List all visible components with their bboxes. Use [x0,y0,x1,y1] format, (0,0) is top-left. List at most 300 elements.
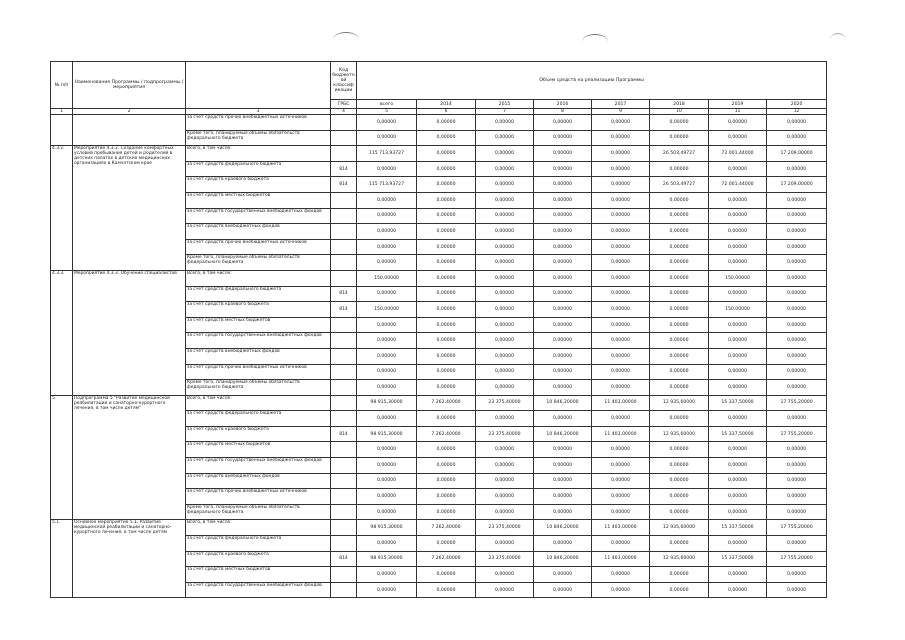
amount-year: 0,00000 [709,348,767,364]
amount-total: 0,00000 [357,536,417,552]
grbs-code: 814 [331,426,357,442]
grbs-code [331,520,357,536]
amount-year: 0,00000 [476,504,534,520]
amount-year: 0,00000 [476,302,534,318]
grbs-code [331,192,357,208]
amount-year: 0,00000 [476,224,534,240]
funding-source: Кроме того, планируемые объемы обязательств федерального бюджета [186,504,331,520]
amount-year: 0,00000 [709,504,767,520]
amount-year: 0,00000 [476,536,534,552]
header-year: 2019 [709,100,767,109]
amount-total: 115 713,93727 [357,146,417,162]
amount-year: 0,00000 [534,348,592,364]
funding-source: за счет средств местных бюджетов [186,192,331,208]
amount-year: 0,00000 [650,348,709,364]
grbs-code [331,489,357,505]
amount-year: 15 337,50000 [709,426,767,442]
amount-year: 0,00000 [476,177,534,193]
amount-year: 10 846,20000 [534,520,592,536]
amount-year: 23 375,40000 [476,520,534,536]
header-code: Код бюджетной классификации [331,62,357,100]
amount-year: 10 846,20000 [534,395,592,411]
amount-year: 0,00000 [534,567,592,583]
amount-year: 0,00000 [767,504,827,520]
amount-year: 17 755,20000 [767,426,827,442]
amount-year: 0,00000 [650,411,709,427]
amount-year: 0,00000 [476,380,534,396]
amount-year: 0,00000 [417,473,476,489]
amount-year: 0,00000 [650,317,709,333]
amount-total: 0,00000 [357,348,417,364]
amount-year: 0,00000 [650,286,709,302]
amount-year: 0,00000 [534,192,592,208]
header-year: 2017 [592,100,650,109]
amount-year: 0,00000 [767,270,827,286]
amount-year: 0,00000 [592,239,650,255]
amount-year: 0,00000 [767,536,827,552]
amount-year: 0,00000 [709,115,767,131]
amount-year: 0,00000 [650,208,709,224]
amount-year: 0,00000 [476,411,534,427]
header-grbs: ГРБС [331,100,357,109]
column-index: 4 [331,109,357,115]
amount-year: 12 935,60000 [650,520,709,536]
amount-year: 0,00000 [767,442,827,458]
amount-year: 0,00000 [592,458,650,474]
amount-year: 0,00000 [534,458,592,474]
amount-year: 150,00000 [709,302,767,318]
amount-year: 17 209,00000 [767,177,827,193]
amount-total: 0,00000 [357,504,417,520]
amount-year: 0,00000 [709,442,767,458]
amount-year: 12 935,60000 [650,551,709,567]
amount-year: 0,00000 [709,239,767,255]
item-number: 5.1. [51,520,73,598]
amount-year: 72 001,44000 [709,177,767,193]
amount-year: 0,00000 [476,192,534,208]
funding-source: за счет средств государственных внебюджетных фондов [186,208,331,224]
amount-year: 17 755,20000 [767,395,827,411]
amount-year: 0,00000 [767,224,827,240]
punch-hole-mark [582,34,608,49]
grbs-code [331,582,357,598]
grbs-code [331,536,357,552]
amount-year: 0,00000 [476,582,534,598]
funding-source: Кроме того, планируемые объемы обязательств федерального бюджета [186,255,331,271]
amount-year: 0,00000 [709,224,767,240]
funding-source: за счет средств прочих внебюджетных источников [186,115,331,131]
column-index: 5 [357,109,417,115]
amount-year: 0,00000 [534,208,592,224]
amount-year: 0,00000 [534,115,592,131]
amount-year: 0,00000 [534,364,592,380]
amount-year: 0,00000 [767,458,827,474]
amount-year: 0,00000 [476,317,534,333]
amount-year: 0,00000 [767,333,827,349]
amount-year: 0,00000 [592,177,650,193]
funding-source: Всего, в том числе: [186,520,331,536]
grbs-code: 814 [331,177,357,193]
punch-hole-mark [333,32,359,47]
amount-year: 0,00000 [592,161,650,177]
column-index: 12 [767,109,827,115]
funding-source: за счет средств государственных внебюджетных фондов [186,333,331,349]
amount-year: 0,00000 [767,567,827,583]
amount-total: 150,00000 [357,302,417,318]
amount-year: 0,00000 [417,192,476,208]
column-index: 10 [650,109,709,115]
column-index: 3 [186,109,331,115]
amount-year: 0,00000 [767,348,827,364]
amount-year: 0,00000 [476,442,534,458]
grbs-code: 814 [331,302,357,318]
amount-year: 0,00000 [592,411,650,427]
column-index: 11 [709,109,767,115]
amount-year: 0,00000 [476,161,534,177]
grbs-code [331,224,357,240]
amount-year: 15 337,50000 [709,551,767,567]
grbs-code [331,380,357,396]
item-name [73,115,186,146]
grbs-code [331,270,357,286]
amount-year: 0,00000 [709,411,767,427]
amount-year: 11 403,00000 [592,520,650,536]
amount-year: 0,00000 [650,270,709,286]
amount-year: 0,00000 [417,270,476,286]
amount-year: 0,00000 [650,536,709,552]
table-row [51,115,827,131]
grbs-code [331,146,357,162]
amount-year: 0,00000 [534,473,592,489]
amount-year: 0,00000 [767,473,827,489]
amount-year: 0,00000 [417,239,476,255]
amount-year: 0,00000 [417,348,476,364]
amount-year: 0,00000 [767,582,827,598]
funding-source: за счет средств краевого бюджета [186,551,331,567]
funding-source: за счет средств внебюджетных фондов [186,224,331,240]
amount-year: 0,00000 [417,489,476,505]
amount-total: 0,00000 [357,224,417,240]
header-blank [186,62,331,109]
amount-year: 7 262,40000 [417,426,476,442]
item-number: 5. [51,395,73,520]
amount-year: 0,00000 [767,192,827,208]
amount-total: 98 915,30000 [357,520,417,536]
header-year: 2016 [534,100,592,109]
item-name: Основное мероприятие 5.1. Развитие медицинской реабилитации и санаторно-курортного лечения, в том числе детям [73,520,186,598]
amount-year: 0,00000 [709,536,767,552]
grbs-code [331,239,357,255]
amount-year: 0,00000 [534,224,592,240]
amount-year: 0,00000 [767,317,827,333]
amount-total: 0,00000 [357,458,417,474]
funding-source: Всего, в том числе: [186,395,331,411]
amount-year: 0,00000 [476,473,534,489]
amount-year: 0,00000 [417,504,476,520]
amount-year: 23 375,40000 [476,395,534,411]
amount-year: 7 262,40000 [417,395,476,411]
column-index: 6 [417,109,476,115]
amount-year: 0,00000 [592,364,650,380]
amount-year: 0,00000 [417,177,476,193]
amount-year: 0,00000 [534,146,592,162]
amount-total: 0,00000 [357,161,417,177]
amount-year: 0,00000 [709,473,767,489]
amount-year: 0,00000 [650,161,709,177]
amount-year: 0,00000 [417,130,476,146]
table-body [51,115,827,598]
amount-year: 23 375,40000 [476,426,534,442]
amount-year: 0,00000 [650,489,709,505]
amount-year: 0,00000 [767,411,827,427]
funding-source: Кроме того, планируемые объемы обязательств федерального бюджета [186,130,331,146]
amount-year: 0,00000 [417,161,476,177]
amount-year: 0,00000 [417,582,476,598]
amount-year: 12 935,60000 [650,395,709,411]
amount-year: 0,00000 [417,146,476,162]
amount-year: 0,00000 [534,411,592,427]
amount-year: 11 403,00000 [592,426,650,442]
amount-year: 0,00000 [534,177,592,193]
grbs-code [331,115,357,131]
amount-year: 0,00000 [650,364,709,380]
amount-year: 0,00000 [476,270,534,286]
funding-source: Всего, в том числе: [186,270,331,286]
grbs-code [331,567,357,583]
grbs-code [331,348,357,364]
amount-total: 0,00000 [357,411,417,427]
amount-year: 0,00000 [709,333,767,349]
amount-total: 150,00000 [357,270,417,286]
amount-year: 17 209,00000 [767,146,827,162]
grbs-code: 814 [331,551,357,567]
amount-total: 0,00000 [357,208,417,224]
amount-year: 0,00000 [767,255,827,271]
amount-year: 0,00000 [417,364,476,380]
funding-source: Кроме того, планируемые объемы обязательств федерального бюджета [186,380,331,396]
amount-year: 0,00000 [767,161,827,177]
amount-total: 0,00000 [357,473,417,489]
amount-total: 0,00000 [357,333,417,349]
amount-year: 7 262,40000 [417,520,476,536]
amount-year: 0,00000 [650,255,709,271]
amount-year: 10 846,20000 [534,426,592,442]
amount-year: 0,00000 [476,115,534,131]
amount-year: 7 262,40000 [417,551,476,567]
funding-source: за счет средств местных бюджетов [186,317,331,333]
funding-source: за счет средств федерального бюджета [186,411,331,427]
amount-year: 0,00000 [592,224,650,240]
amount-year: 0,00000 [767,115,827,131]
amount-year: 72 001,44000 [709,146,767,162]
grbs-code [331,442,357,458]
amount-year: 0,00000 [592,582,650,598]
amount-year: 0,00000 [650,582,709,598]
item-name: Мероприятие 4.3.3. Обучение специалистов [73,270,186,395]
amount-year: 0,00000 [650,115,709,131]
amount-year: 0,00000 [592,130,650,146]
funding-source: за счет средств государственных внебюджетных фондов [186,582,331,598]
amount-year: 0,00000 [650,442,709,458]
amount-year: 12 935,60000 [650,426,709,442]
amount-year: 0,00000 [709,567,767,583]
amount-year: 0,00000 [709,489,767,505]
amount-year: 0,00000 [767,208,827,224]
amount-year: 150,00000 [709,270,767,286]
amount-total: 0,00000 [357,255,417,271]
amount-year: 0,00000 [592,115,650,131]
amount-year: 0,00000 [417,567,476,583]
amount-year: 0,00000 [417,255,476,271]
funding-source: за счет средств прочих внебюджетных источников [186,489,331,505]
amount-year: 0,00000 [417,411,476,427]
amount-year: 0,00000 [650,302,709,318]
amount-year: 15 337,50000 [709,520,767,536]
amount-total: 0,00000 [357,364,417,380]
funding-source: за счет средств государственных внебюджетных фондов [186,458,331,474]
funding-source: за счет средств федерального бюджета [186,536,331,552]
amount-year: 0,00000 [534,333,592,349]
amount-year: 0,00000 [592,192,650,208]
amount-year: 0,00000 [534,255,592,271]
amount-year: 0,00000 [534,380,592,396]
amount-year: 0,00000 [767,302,827,318]
amount-year: 0,00000 [417,536,476,552]
funding-source: за счет средств краевого бюджета [186,302,331,318]
amount-year: 0,00000 [767,286,827,302]
funding-source: за счет средств местных бюджетов [186,442,331,458]
amount-year: 0,00000 [767,130,827,146]
grbs-code [331,255,357,271]
amount-year: 0,00000 [476,567,534,583]
header-name: Наименование Программы / подпрограммы / мероприятия [73,62,186,109]
amount-total: 0,00000 [357,567,417,583]
amount-year: 0,00000 [650,473,709,489]
amount-year: 11 403,00000 [592,551,650,567]
amount-year: 26 503,49727 [650,146,709,162]
amount-total: 0,00000 [357,286,417,302]
amount-total: 0,00000 [357,489,417,505]
grbs-code [331,317,357,333]
grbs-code [331,473,357,489]
column-index: 9 [592,109,650,115]
amount-year: 0,00000 [592,317,650,333]
amount-year: 0,00000 [476,239,534,255]
amount-year: 0,00000 [534,286,592,302]
amount-year: 0,00000 [767,380,827,396]
amount-year: 0,00000 [534,270,592,286]
grbs-code: 814 [331,286,357,302]
amount-year: 0,00000 [476,130,534,146]
amount-year: 11 403,00000 [592,395,650,411]
table-row [51,520,827,536]
funding-source: за счет средств федерального бюджета [186,161,331,177]
amount-year: 0,00000 [417,380,476,396]
column-index: 1 [51,109,73,115]
amount-year: 0,00000 [767,239,827,255]
amount-year: 0,00000 [417,333,476,349]
grbs-code [331,208,357,224]
amount-total: 0,00000 [357,130,417,146]
amount-total: 0,00000 [357,380,417,396]
amount-total: 98 915,30000 [357,395,417,411]
amount-year: 0,00000 [709,582,767,598]
amount-year: 0,00000 [534,504,592,520]
amount-year: 0,00000 [709,286,767,302]
amount-year: 0,00000 [592,473,650,489]
amount-year: 15 337,50000 [709,395,767,411]
amount-year: 0,00000 [476,458,534,474]
amount-total: 0,00000 [357,239,417,255]
amount-year: 0,00000 [417,115,476,131]
amount-year: 0,00000 [534,130,592,146]
amount-year: 0,00000 [650,224,709,240]
header-year: 2014 [417,100,476,109]
amount-total: 0,00000 [357,115,417,131]
amount-year: 0,00000 [709,208,767,224]
amount-year: 0,00000 [650,192,709,208]
amount-year: 0,00000 [592,504,650,520]
amount-year: 23 375,40000 [476,551,534,567]
table-row [51,270,827,286]
amount-year: 0,00000 [709,255,767,271]
grbs-code [331,364,357,380]
amount-year: 0,00000 [417,286,476,302]
table-header [51,62,827,115]
amount-year: 0,00000 [592,333,650,349]
item-name: Подпрограмма 5 "Развитие медицинской реабилитации и санаторно-курортного лечения, в том числе детям" [73,395,186,520]
amount-year: 0,00000 [650,458,709,474]
amount-year: 0,00000 [417,317,476,333]
grbs-code: 814 [331,161,357,177]
amount-year: 0,00000 [592,270,650,286]
amount-year: 0,00000 [476,208,534,224]
amount-year: 0,00000 [476,348,534,364]
item-name: Мероприятие 4.3.2. Создание комфортных условий пребывания детей и родителей в детских палатах в детских медицинских организациях в Камчатском крае [73,146,186,271]
amount-total: 98 915,30000 [357,426,417,442]
header-year: 2018 [650,100,709,109]
item-number: 4.3.2. [51,146,73,271]
amount-year: 0,00000 [592,348,650,364]
header-num: № п/п [51,62,73,109]
item-number [51,115,73,146]
amount-year: 0,00000 [417,458,476,474]
amount-year: 17 755,20000 [767,551,827,567]
amount-year: 0,00000 [767,364,827,380]
amount-year: 0,00000 [476,286,534,302]
header-volume: Объем средств на реализацию Программы [357,62,827,100]
funding-source: за счет средств краевого бюджета [186,177,331,193]
grbs-code [331,395,357,411]
amount-year: 0,00000 [592,146,650,162]
amount-year: 0,00000 [476,333,534,349]
funding-source: за счет средств местных бюджетов [186,567,331,583]
amount-year: 0,00000 [534,582,592,598]
amount-year: 0,00000 [650,130,709,146]
amount-year: 0,00000 [592,567,650,583]
amount-year: 0,00000 [476,489,534,505]
amount-year: 0,00000 [534,239,592,255]
amount-total: 0,00000 [357,192,417,208]
funding-source: за счет средств краевого бюджета [186,426,331,442]
header-year: 2020 [767,100,827,109]
amount-year: 0,00000 [709,364,767,380]
funding-source: за счет средств федерального бюджета [186,286,331,302]
item-number: 4.3.3. [51,270,73,395]
amount-year: 0,00000 [476,146,534,162]
amount-year: 17 755,20000 [767,520,827,536]
amount-year: 0,00000 [534,536,592,552]
